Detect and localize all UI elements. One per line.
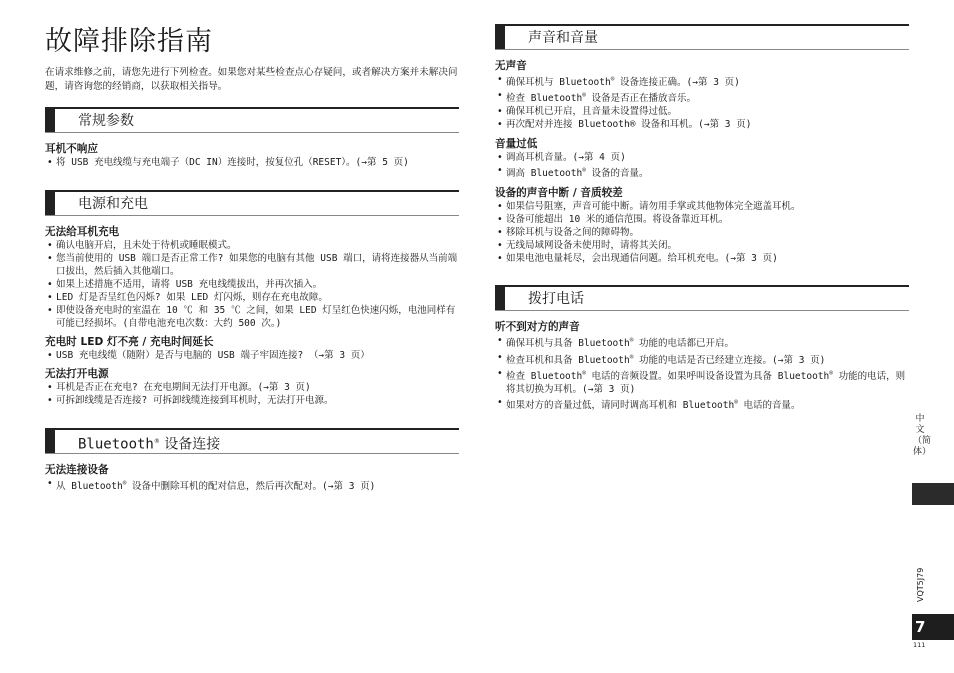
section-title: 常规参数	[78, 113, 134, 129]
language-label: 中文（简体）	[913, 414, 932, 457]
item-heading: 无法打开电源	[45, 368, 109, 380]
section-title: 电源和充电	[78, 196, 148, 212]
sound-item-low-volume	[495, 137, 909, 180]
section-header-calls	[495, 285, 909, 311]
section-marker	[495, 287, 505, 310]
bullet: • 设备可能超出 10 米的通信范围。将设备靠近耳机。	[495, 213, 909, 226]
bullet: • 确保耳机与具备 Bluetooth® 功能的电话都已开启。	[495, 334, 909, 350]
calls-item	[495, 320, 909, 412]
item-heading: 音量过低	[495, 138, 538, 151]
section-title: 拨打电话	[528, 291, 584, 308]
section-marker	[45, 430, 55, 453]
document-code: VQT5J79	[916, 567, 925, 602]
section-marker	[495, 26, 505, 49]
bullet: • 如果信号阻塞，声音可能中断。请勿用手掌或其他物体完全遮盖耳机。	[495, 200, 909, 213]
bullet: • 即使设备充电时的室温在 10 ℃ 和 35 ℃ 之间，如果 LED 灯呈红色快速闪烁，电池同样有可能已经损坏。(自带电池充电次数：大约 500 次。)	[45, 304, 459, 330]
bullet: • 调高耳机音量。(→第 4 页)	[495, 151, 909, 164]
power-item-no-charge	[45, 225, 459, 330]
bullet: • USB 充电线缆（随附）是否与电脑的 USB 端子牢固连接? （→第 3 页）	[45, 349, 459, 362]
bullet: • 可拆卸线缆是否连接? 可拆卸线缆连接到耳机时，无法打开电源。	[45, 394, 459, 407]
section-header-power	[45, 190, 459, 216]
page-sub-number: 111	[913, 641, 926, 649]
section-header-sound	[495, 24, 909, 50]
bullet: • 耳机是否正在充电? 在充电期间无法打开电源。(→第 3 页)	[45, 381, 459, 394]
bullet: • 无线局域网设备未使用时，请将其关闭。	[495, 239, 909, 252]
bluetooth-item	[45, 463, 459, 493]
item-heading: 无法连接设备	[45, 464, 109, 476]
bullet: • LED 灯是否呈红色闪烁? 如果 LED 灯闪烁，则存在充电故障。	[45, 291, 459, 304]
bullet: • 检查 Bluetooth® 设备是否正在播放音乐。	[495, 89, 909, 105]
page-title: 故障排除指南	[45, 26, 213, 57]
section-marker	[45, 192, 55, 215]
section-title: Bluetooth® 设备连接	[78, 436, 221, 453]
intro-text: 在请求维修之前，请您先进行下列检查。如果您对某些检查点心存疑问，或者解决方案并未解决问题，请咨询您的经销商，以获取相关指导。	[45, 67, 458, 92]
section-header-bluetooth	[45, 428, 459, 454]
bullet: • 调高 Bluetooth® 设备的音量。	[495, 164, 909, 180]
item-heading: 设备的声音中断 / 音质较差	[495, 187, 623, 200]
power-item-led	[45, 335, 459, 362]
right-column	[495, 24, 909, 412]
bullet: • 检查 Bluetooth® 电话的音频设置。如果呼叫设备设置为具备 Bluetooth® 功能的电话，则将其切换为耳机。(→第 3 页)	[495, 367, 909, 396]
bullet: • 您当前使用的 USB 端口是否正常工作? 如果您的电脑有其他 USB 端口，请将连接器从当前端口拔出，然后插入其他端口。	[45, 252, 459, 278]
item-heading: 充电时 LED 灯不亮 / 充电时间延长	[45, 336, 214, 348]
item-heading: 无法给耳机充电	[45, 226, 120, 238]
left-column	[45, 24, 459, 493]
section-header-general	[45, 107, 459, 133]
bullet: • 如果上述措施不适用，请将 USB 充电线缆拔出，并再次插入。	[45, 278, 459, 291]
power-item-no-power	[45, 367, 459, 407]
bullet: • 如果对方的音量过低，请同时调高耳机和 Bluetooth® 电话的音量。	[495, 396, 909, 412]
bullet: • 移除耳机与设备之间的障碍物。	[495, 226, 909, 239]
general-item	[45, 142, 459, 169]
sound-item-interrupt	[495, 186, 909, 265]
item-heading: 耳机不响应	[45, 143, 98, 155]
bullet: • 从 Bluetooth® 设备中删除耳机的配对信息，然后再次配对。(→第 3 页)	[45, 477, 459, 493]
item-heading: 听不到对方的声音	[495, 321, 580, 334]
bullet: • 将 USB 充电线缆与充电端子（DC IN）连接时，按复位孔（RESET）。(→第 5 页)	[45, 156, 459, 169]
bullet: • 确保耳机已开启，且音量未设置得过低。	[495, 105, 909, 118]
bullet: • 如果电池电量耗尽，会出现通信问题。给耳机充电。(→第 3 页)	[495, 252, 909, 265]
bullet: • 检查耳机和具备 Bluetooth® 功能的电话是否已经建立连接。(→第 3 页)	[495, 351, 909, 367]
section-title: 声音和音量	[528, 30, 598, 46]
bullet: • 确认电脑开启，且未处于待机或睡眠模式。	[45, 239, 459, 252]
page-number: 7	[912, 614, 954, 640]
section-marker	[45, 109, 55, 132]
language-tab-marker	[912, 483, 954, 505]
bullet: • 再次配对并连接 Bluetooth® 设备和耳机。(→第 3 页)	[495, 118, 909, 131]
item-heading: 无声音	[495, 60, 527, 72]
sound-item-no-sound	[495, 59, 909, 131]
bullet: • 确保耳机与 Bluetooth® 设备连接正确。(→第 3 页)	[495, 73, 909, 89]
